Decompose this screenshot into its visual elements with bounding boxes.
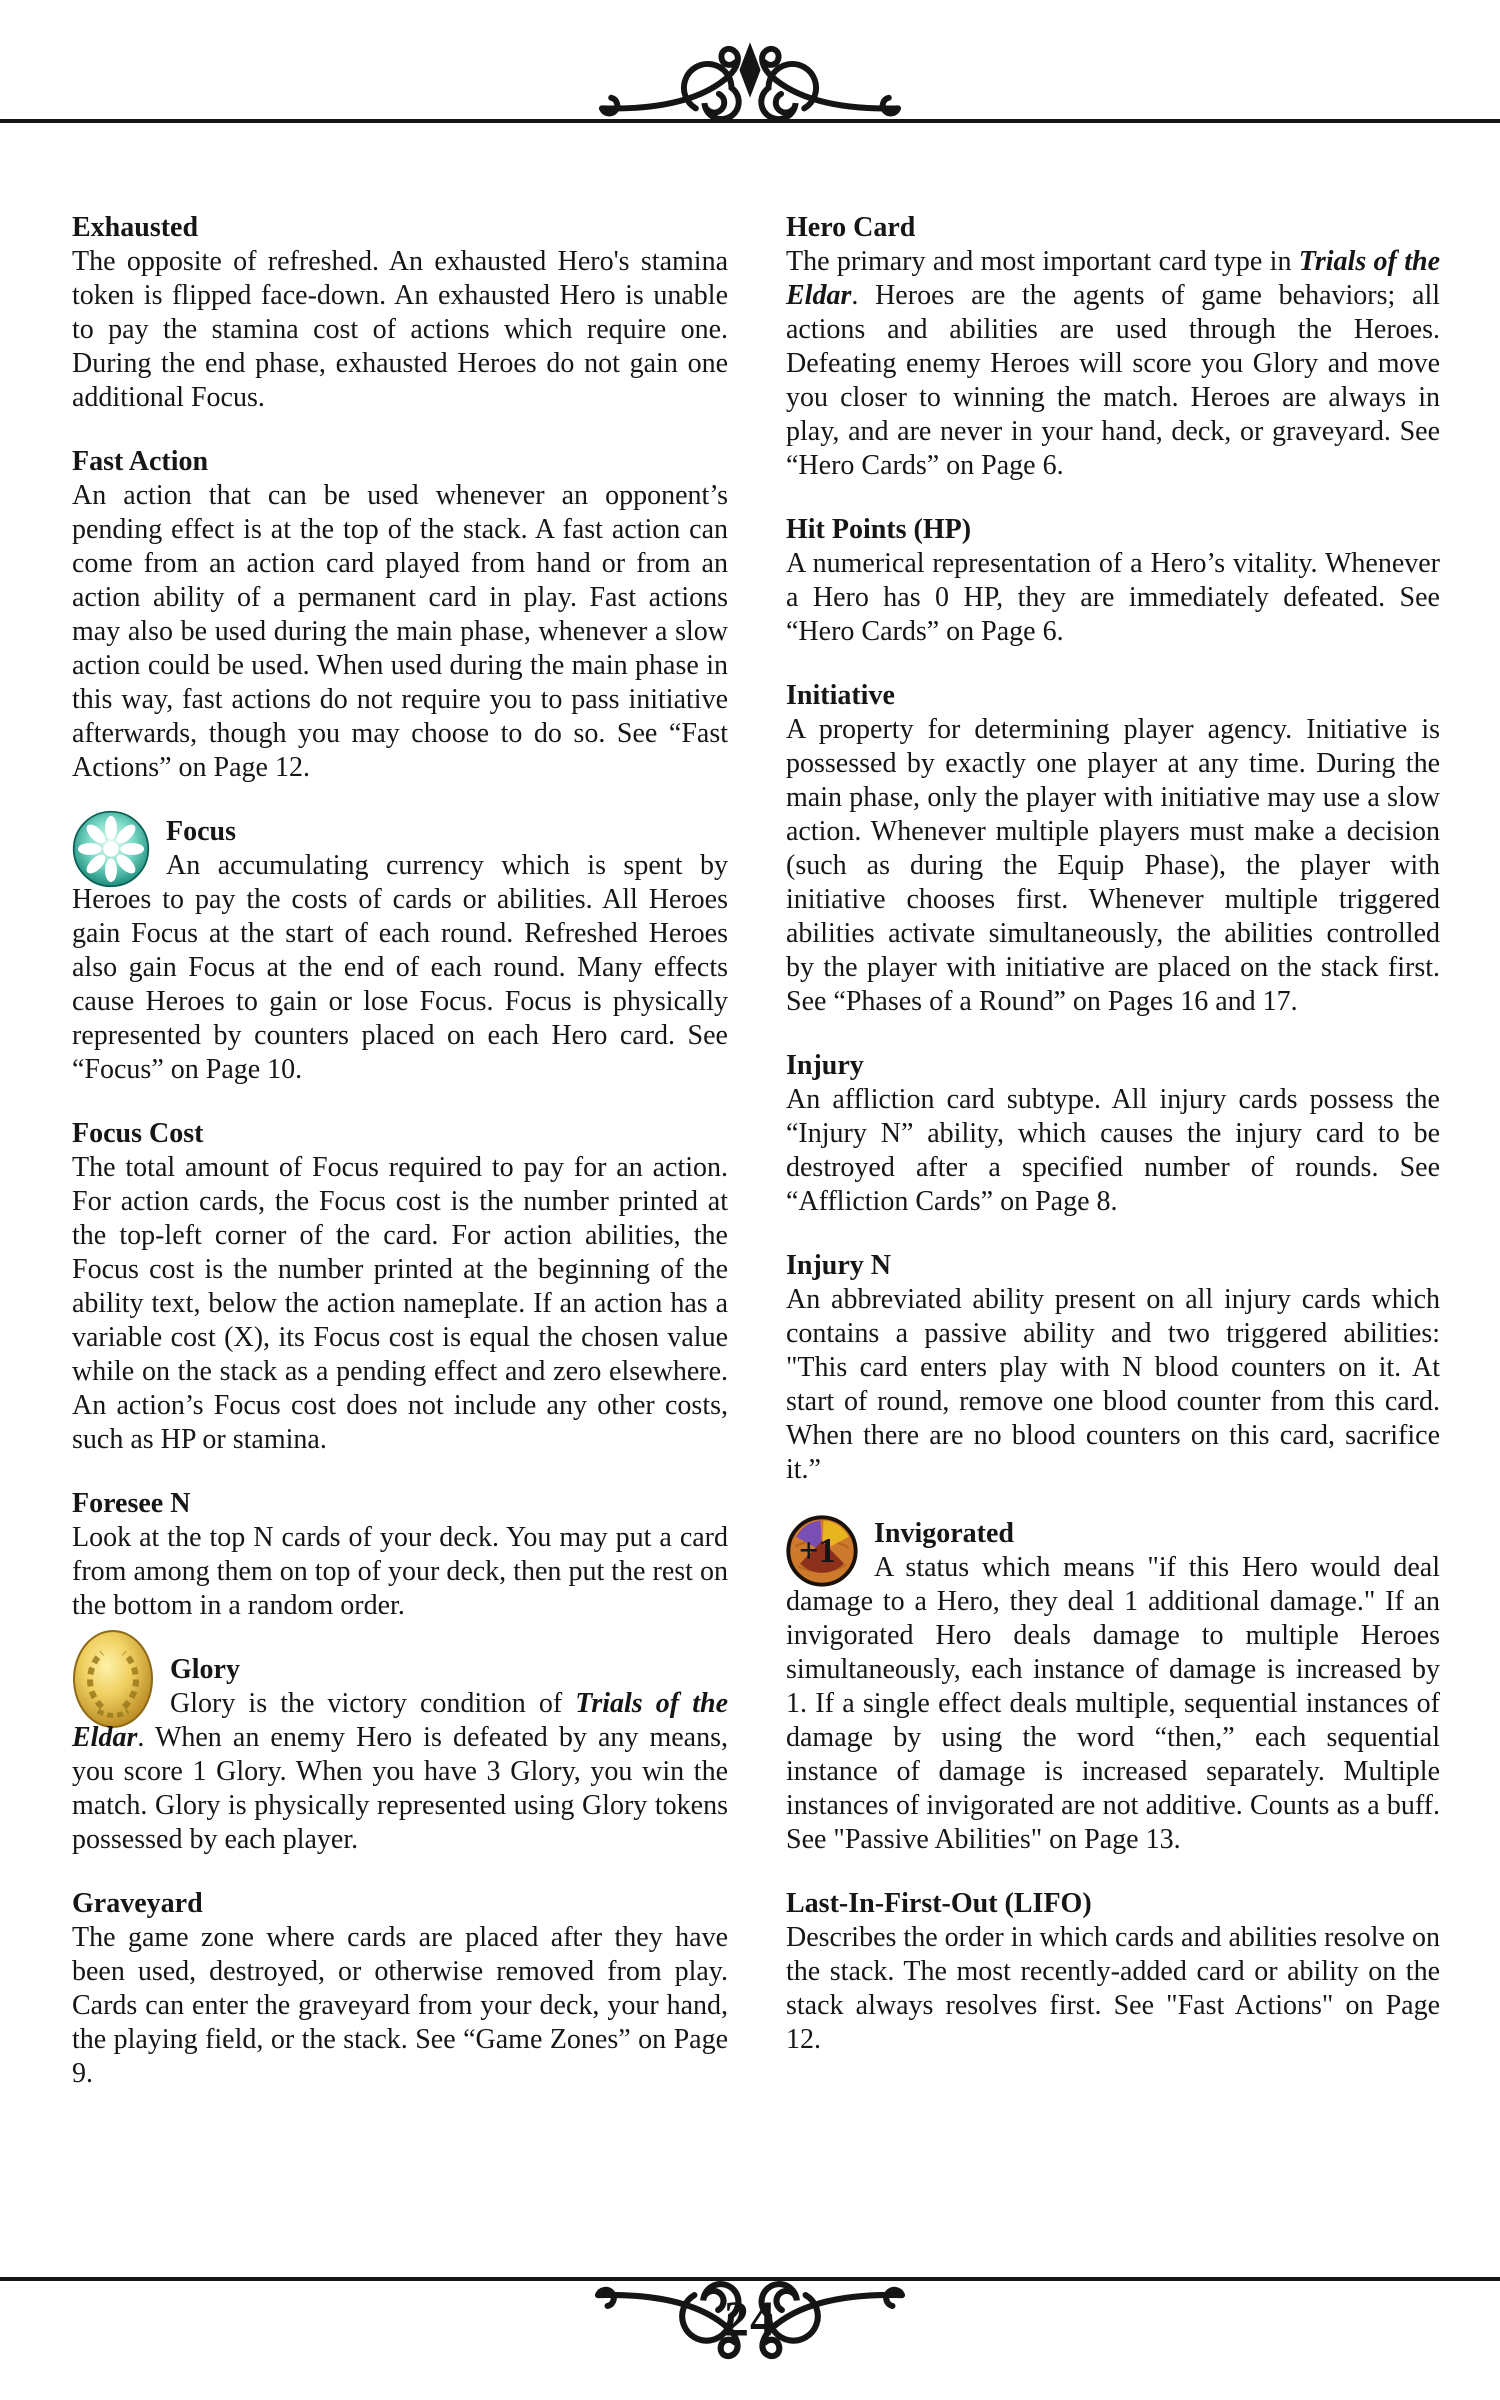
section-hit-points xyxy=(786,513,1440,649)
section-hero-card xyxy=(786,211,1440,483)
section-glory xyxy=(72,1653,728,1857)
left-column xyxy=(72,211,728,2121)
section-focus-cost xyxy=(72,1117,728,1457)
section-heading: Focus Cost xyxy=(72,1118,204,1149)
top-divider-rule xyxy=(0,119,1500,123)
section-heading: Graveyard xyxy=(72,1888,203,1919)
section-heading: Glory xyxy=(170,1654,240,1685)
section-body: The total amount of Focus required to pay for an action. For action cards, the Focus cost is the number printed at the top-left corner of the card. For action abilities, the Focus cost is the number printed at the beginning of the ability text, below the action nameplate. If an action has a variable cost (X), its Focus cost is equal the chosen value while on the stack as a pending effect and zero elsewhere. An action’s Focus cost does not include any other costs, such as HP or stamina. xyxy=(72,1152,728,1455)
section-heading: Fast Action xyxy=(72,446,209,477)
right-column xyxy=(786,211,1440,2087)
section-heading: Hit Points (HP) xyxy=(786,514,972,545)
section-body: An abbreviated ability present on all injury cards which contains a passive ability and two triggered abilities: "This card enters play with N blood counters on it. At start of round, remove one blood counter from this card. When there are no blood counters on this card, sacrifice it.” xyxy=(786,1284,1440,1485)
section-body: A property for determining player agency. Initiative is possessed by exactly one player at any time. During the main phase, only the player with initiative may use a slow action. Whenever multiple players must make a decision (such as during the Equip Phase), the player with initiative chooses first. Whenever multiple triggered abilities activate simultaneously, the abilities controlled by the player with initiative are placed on the stack first. See “Phases of a Round” on Pages 16 and 17. xyxy=(786,714,1440,1017)
section-body: Describes the order in which cards and abilities resolve on the stack. The most recently-added card or ability on the stack always resolves first. See "Fast Actions" on Page 12. xyxy=(786,1922,1440,2055)
section-body: An affliction card subtype. All injury cards possess the “Injury N” ability, which causes the injury card to be destroyed after a specified number of rounds. See “Affliction Cards” on Page 8. xyxy=(786,1084,1440,1217)
section-body: Look at the top N cards of your deck. You may put a card from among them on top of your deck, then put the rest on the bottom in a random order. xyxy=(72,1522,728,1621)
section-body: An accumulating currency which is spent by Heroes to pay the costs of cards or abilities. All Heroes gain Focus at the start of each round. Refreshed Heroes also gain Focus at the end of each round. Many effects cause Heroes to gain or lose Focus. Focus is physically represented by counters placed on each Hero card. See “Focus” on Page 10. xyxy=(72,850,728,1085)
section-invigorated xyxy=(786,1517,1440,1857)
section-heading: Initiative xyxy=(786,680,895,711)
section-heading: Injury xyxy=(786,1050,864,1081)
section-heading: Hero Card xyxy=(786,212,916,243)
section-heading: Exhausted xyxy=(72,212,199,243)
section-body: The opposite of refreshed. An exhausted Hero's stamina token is flipped face-down. An exhausted Hero is unable to pay the stamina cost of actions which require one. During the end phase, exhausted Heroes do not gain one additional Focus. xyxy=(72,246,728,413)
section-initiative xyxy=(786,679,1440,1019)
section-exhausted xyxy=(72,211,728,415)
focus-token-icon xyxy=(72,810,150,888)
section-injury xyxy=(786,1049,1440,1219)
section-body: An action that can be used whenever an opponent’s pending effect is at the top of the stack. A fast action can come from an action card played from hand or from an action ability of a permanent card in play. Fast actions may also be used during the main phase, whenever a slow action could be used. When used during the main phase in this way, fast actions do not require you to pass initiative afterwards, though you may choose to do so. See “Fast Actions” on Page 12. xyxy=(72,480,728,783)
section-heading: Last-In-First-Out (LIFO) xyxy=(786,1888,1092,1919)
section-heading: Invigorated xyxy=(874,1518,1014,1549)
section-body: The game zone where cards are placed after they have been used, destroyed, or otherwise removed from play. Cards can enter the graveyard from your deck, your hand, the playing field, or the stack. See “Game Zones” on Page 9. xyxy=(72,1922,728,2089)
section-foresee-n xyxy=(72,1487,728,1623)
section-body: The primary and most important card type in Trials of the Eldar. Heroes are the agents of game behaviors; all actions and abilities are used through the Heroes. Defeating enemy Heroes will score you Glory and move you closer to winning the match. Heroes are always in play, and are never in your hand, deck, or graveyard. See “Hero Cards” on Page 6. xyxy=(786,246,1440,481)
section-body: A numerical representation of a Hero’s vitality. Whenever a Hero has 0 HP, they are immediately defeated. See “Hero Cards” on Page 6. xyxy=(786,548,1440,647)
glory-token-icon xyxy=(72,1629,154,1729)
section-graveyard xyxy=(72,1887,728,2091)
section-body: A status which means "if this Hero would deal damage to a Hero, they deal 1 additional damage." If an invigorated Hero deals damage to multiple Heroes simultaneously, each instance of damage is increased by 1. If a single effect deals multiple, sequential instances of damage by using the word “then,” each sequential instance of damage is increased separately. Multiple instances of invigorated are not additive. Counts as a buff. See "Passive Abilities" on Page 13. xyxy=(786,1552,1440,1855)
section-heading: Foresee N xyxy=(72,1488,191,1519)
page-number: 24 xyxy=(724,2290,776,2346)
section-heading: Injury N xyxy=(786,1250,892,1281)
plus-one-label: +1 xyxy=(798,1531,836,1570)
section-lifo xyxy=(786,1887,1440,2057)
section-fast-action xyxy=(72,445,728,785)
section-heading: Focus xyxy=(166,816,236,847)
section-injury-n xyxy=(786,1249,1440,1487)
section-body: Glory is the victory condition of Trials of the Eldar. When an enemy Hero is defeated by any means, you score 1 Glory. When you have 3 Glory, you win the match. Glory is physically represented using Glory tokens possessed by each player. xyxy=(72,1688,728,1855)
invigorated-token-icon xyxy=(786,1515,858,1587)
section-focus xyxy=(72,815,728,1087)
top-flourish-ornament xyxy=(598,26,902,122)
